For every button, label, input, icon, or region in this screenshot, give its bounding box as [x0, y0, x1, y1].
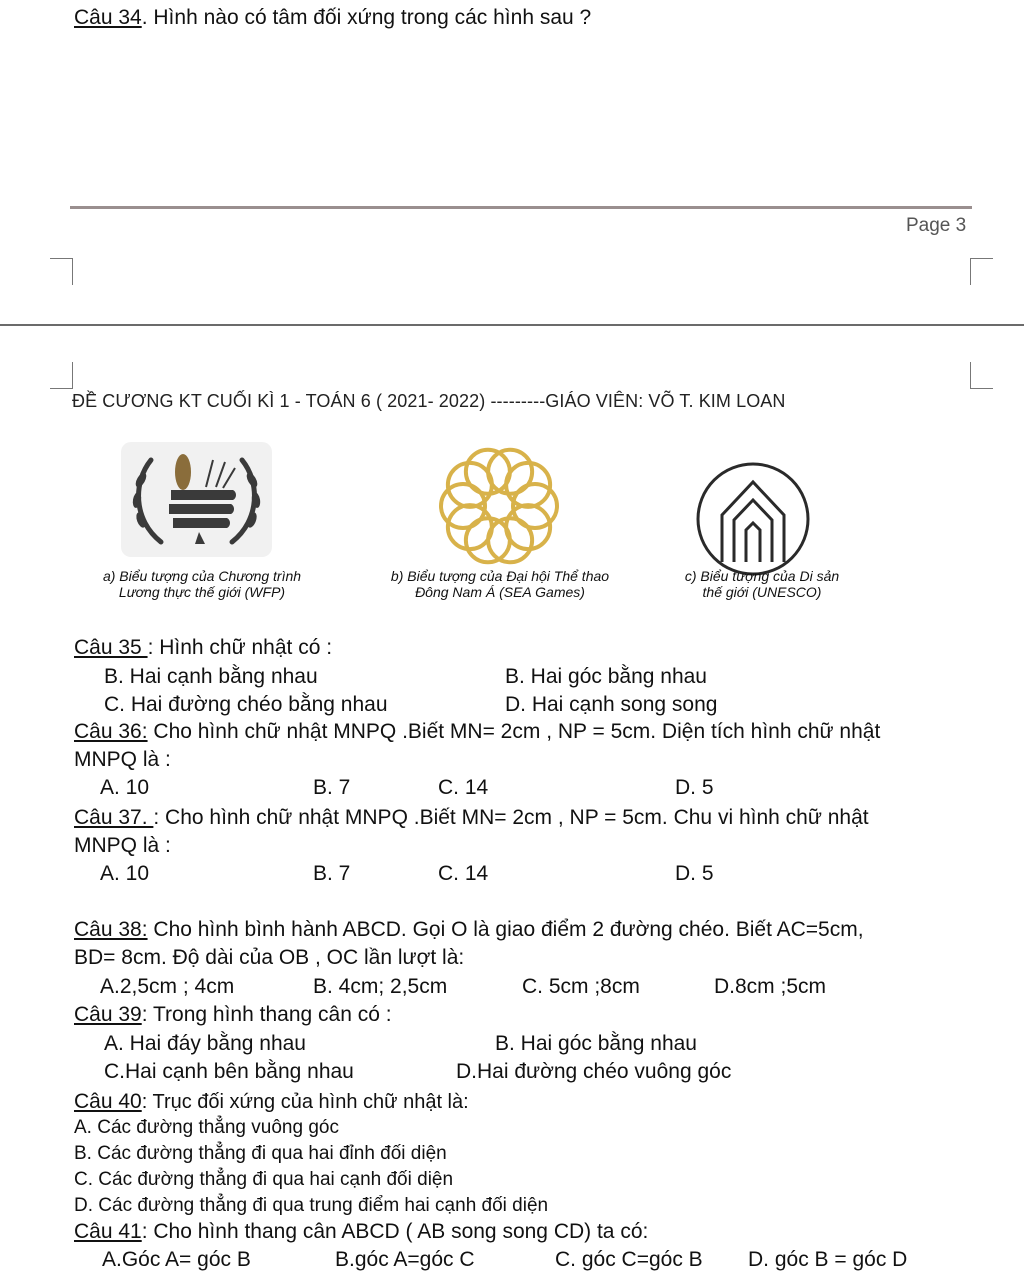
question-text: . Hình nào có tâm đối xứng trong các hình sau ? [141, 6, 592, 29]
question-number: Câu 39 [74, 1003, 142, 1026]
question-number: Câu 38: [74, 918, 148, 941]
option: D. 5 [675, 862, 714, 885]
question-number: Câu 40 [74, 1090, 142, 1113]
figure-caption-a [88, 568, 316, 600]
wfp-logo [121, 442, 272, 557]
question-text: : Cho hình chữ nhật MNPQ .Biết MN= 2cm , NP = 5cm. Chu vi hình chữ nhật [153, 806, 869, 829]
caption-line: Lương thực thế giới (WFP) [118, 584, 286, 600]
figure-caption-c [672, 568, 852, 600]
sea-games-rosette-icon [437, 444, 561, 568]
question-text: : Cho hình thang cân ABCD ( AB song song CD) ta có: [141, 1220, 649, 1243]
option: B. Hai góc bằng nhau [505, 665, 707, 688]
caption-line: c) Biểu tượng của Di sản [684, 568, 840, 584]
option: A. 10 [100, 776, 150, 799]
question-38 [74, 918, 864, 942]
option: C. 5cm ;8cm [522, 975, 640, 998]
page-footer-rule [70, 206, 972, 209]
option: B. 7 [313, 776, 351, 799]
question-text: : Hình chữ nhật có : [147, 636, 333, 659]
option: A. 10 [100, 862, 150, 885]
question-text-continued: MNPQ là : [74, 748, 171, 771]
question-35 [74, 636, 332, 660]
option: B. Hai góc bằng nhau [495, 1032, 697, 1055]
crop-mark [970, 362, 993, 389]
option: D. Các đường thẳng đi qua trung điểm hai cạnh đối diện [74, 1195, 549, 1216]
unesco-logo [694, 460, 812, 578]
question-text-continued: BD= 8cm. Độ dài của OB , OC lần lượt là: [74, 946, 465, 969]
option: B. 4cm; 2,5cm [313, 975, 448, 998]
question-text-continued: MNPQ là : [74, 834, 171, 857]
question-36 [74, 720, 880, 744]
crop-mark [970, 258, 993, 285]
option: C.Hai cạnh bên bằng nhau [104, 1060, 354, 1083]
option: B. Hai cạnh bằng nhau [104, 665, 318, 688]
crop-mark [50, 258, 73, 285]
question-text: Cho hình chữ nhật MNPQ .Biết MN= 2cm , NP = 5cm. Diện tích hình chữ nhật [147, 720, 881, 743]
option: D.Hai đường chéo vuông góc [456, 1060, 732, 1083]
option: D. góc B = góc D [748, 1248, 908, 1271]
crop-mark [50, 362, 73, 389]
option: B. Các đường thẳng đi qua hai đỉnh đối diện [74, 1143, 447, 1164]
question-text: : Trong hình thang cân có : [141, 1003, 392, 1026]
question-41 [74, 1220, 648, 1244]
option: C. Các đường thẳng đi qua hai cạnh đối diện [74, 1169, 454, 1190]
option: B. 7 [313, 862, 351, 885]
question-40 [74, 1090, 469, 1114]
option: D. Hai cạnh song song [505, 693, 718, 716]
document-header: ĐỀ CƯƠNG KT CUỐI KÌ 1 - TOÁN 6 ( 2021- 2022) ---------GIÁO VIÊN: VÕ T. KIM LOAN [72, 391, 786, 411]
question-34 [74, 6, 591, 30]
figure-caption-b [380, 568, 620, 600]
option: C. Hai đường chéo bằng nhau [104, 693, 388, 716]
wfp-wreath-icon [121, 442, 272, 557]
question-text: : Trục đối xứng của hình chữ nhật là: [141, 1091, 469, 1113]
option: A. Hai đáy bằng nhau [104, 1032, 306, 1055]
question-39 [74, 1003, 392, 1027]
question-number: Câu 41 [74, 1220, 142, 1243]
option: A.Góc A= góc B [102, 1248, 251, 1271]
page-break-line [0, 324, 1024, 326]
option: D.8cm ;5cm [714, 975, 827, 998]
option: D. 5 [675, 776, 714, 799]
option: C. 14 [438, 776, 489, 799]
caption-line: b) Biểu tượng của Đại hội Thể thao [390, 568, 610, 584]
option: C. góc C=góc B [555, 1248, 703, 1271]
question-37 [74, 806, 869, 830]
page-number: Page 3 [906, 215, 967, 236]
option: B.góc A=góc C [335, 1248, 475, 1271]
question-text: Cho hình bình hành ABCD. Gọi O là giao điểm 2 đường chéo. Biết AC=5cm, [147, 918, 864, 941]
question-number: Câu 37. [74, 806, 154, 829]
question-number: Câu 34 [74, 6, 142, 29]
caption-line: Đông Nam Á (SEA Games) [415, 584, 585, 600]
option: A.2,5cm ; 4cm [100, 975, 235, 998]
world-heritage-emblem-icon [694, 460, 812, 578]
option: A. Các đường thẳng vuông góc [74, 1117, 339, 1138]
sea-games-logo [437, 444, 561, 568]
question-number: Câu 36: [74, 720, 148, 743]
caption-line: a) Biểu tượng của Chương trình [102, 568, 302, 584]
caption-line: thế giới (UNESCO) [702, 584, 822, 600]
question-number: Câu 35 [74, 636, 148, 659]
option: C. 14 [438, 862, 489, 885]
